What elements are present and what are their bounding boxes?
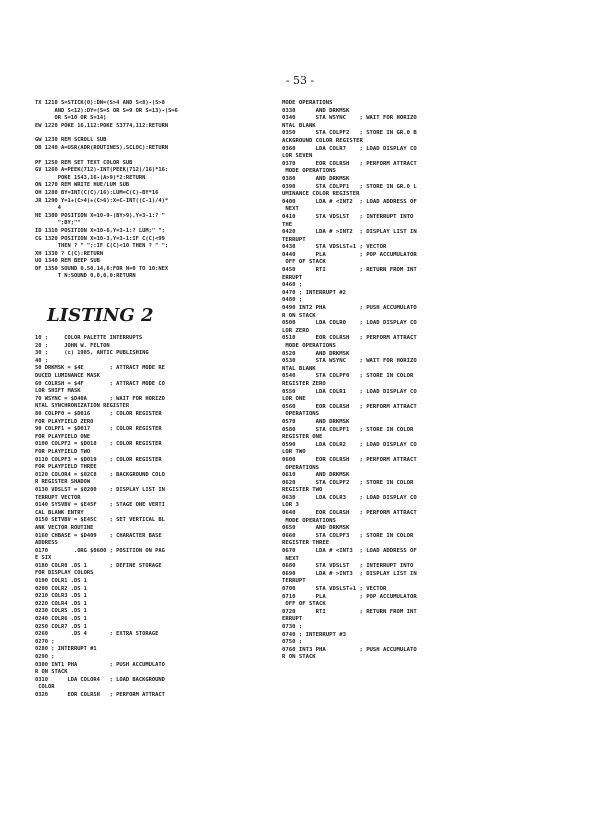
code-line: HE 1300 POSITION X=10-9-(BY>9),Y=3-1:? " bbox=[35, 212, 165, 219]
code-line: OR S=10 OR S=14) bbox=[35, 115, 107, 122]
code-line: 0440 PLA ; POP ACCUMULATOR bbox=[282, 251, 417, 258]
code-line: 0680 STA VDSLST ; INTERRUPT INTO bbox=[282, 563, 414, 570]
code-line: 0620 STA COLPF2 ; STORE IN COLOR bbox=[282, 479, 414, 486]
code-line: JR 1290 Y=1+(C>4)+(C>6):X=C-INT((C-1)/4)* bbox=[35, 197, 169, 204]
code-line: DUCED LUMINANCE MASK bbox=[35, 373, 100, 380]
page-number: - 53 - bbox=[285, 74, 315, 87]
code-line: GV 1260 A=PEEK(712)-INT(PEEK(712)/16)*16: bbox=[35, 167, 169, 174]
listing-heading: LISTING 2 bbox=[47, 305, 154, 327]
code-line: NTAL SYNCHRONIZATION REGISTER bbox=[35, 403, 130, 410]
code-line: 0600 EOR COLRSH ; PERFORM ATTRACT bbox=[282, 456, 417, 463]
right-column bbox=[282, 100, 582, 662]
code-line: R REGISTER SHADOW bbox=[35, 479, 91, 486]
code-line: 0470 ; INTERRUPT #2 bbox=[282, 289, 346, 296]
code-line: 0250 COLR7 .DS 1 bbox=[35, 623, 87, 630]
code-line: 10 ; COLOR PALETTE INTERRUPTS bbox=[35, 335, 143, 342]
code-line: 90 COLPF1 = $D017 ; COLOR REGISTER bbox=[35, 426, 162, 433]
code-line: OFF OF STACK bbox=[282, 601, 326, 608]
code-line: 50 DRKMSK = $4E ; ATTRACT MODE RE bbox=[35, 365, 165, 372]
code-line: 0530 STA WSYNC ; WAIT FOR HORIZO bbox=[282, 358, 417, 365]
code-line: 0730 ; bbox=[282, 623, 303, 630]
code-line: 0540 STA COLPF0 ; STORE IN COLOR bbox=[282, 373, 414, 380]
code-line: R ON STACK bbox=[35, 669, 68, 676]
code-line: 0220 COLR4 .DS 1 bbox=[35, 600, 87, 607]
code-line: 0480 ; bbox=[282, 297, 303, 304]
code-line: 40 ; bbox=[35, 357, 48, 364]
code-line: MODE OPERATIONS bbox=[282, 168, 336, 175]
code-line: 0360 LDA COLR7 ; LOAD DISPLAY CO bbox=[282, 145, 417, 152]
code-line: POKE 1543,16-(A>9)*2:RETURN bbox=[35, 174, 146, 181]
code-line: LOR SHIFT MASK bbox=[35, 388, 81, 395]
code-line: 0160 CHBASE = $D409 ; CHARACTER BASE bbox=[35, 532, 162, 539]
code-line: OPERATIONS bbox=[282, 464, 320, 471]
code-line: ERRUPT bbox=[282, 616, 303, 623]
code-line: LOR TWO bbox=[282, 449, 306, 456]
code-line: 0420 LDA # >INT2 ; DISPLAY LIST IN bbox=[282, 229, 417, 236]
code-line: 0200 COLR2 .DS 1 bbox=[35, 585, 87, 592]
code-line: 0720 RTI ; RETURN FROM INT bbox=[282, 608, 417, 615]
listing-code bbox=[35, 335, 275, 700]
code-line: UO 1340 REM BEEP SUB bbox=[35, 258, 100, 265]
code-line: 0170 .ORG $0600 ; POSITION ON PAG bbox=[35, 547, 165, 554]
code-line: OH 1280 BY=INT(C(C)/16):LUM=C(C)-BY*16 bbox=[35, 189, 159, 196]
code-line: MODE OPERATIONS bbox=[282, 343, 336, 349]
code-line: 80 COLPF0 = $D016 ; COLOR REGISTER bbox=[35, 411, 162, 417]
code-line: 0580 STA COLPF1 ; STORE IN COLOR bbox=[282, 426, 414, 433]
code-line: REGISTER ONE bbox=[282, 434, 323, 441]
code-line: 0390 STA COLPF1 ; STORE IN GR.0 L bbox=[282, 183, 417, 190]
code-line: ERRUPT bbox=[282, 274, 303, 281]
code-line: 0130 VDSLST = $0200 ; DISPLAY LIST IN bbox=[35, 486, 165, 493]
code-line: E SIX bbox=[35, 555, 52, 562]
code-line: 30 ; (c) 1985, ANTIC PUBLISHING bbox=[35, 350, 149, 357]
code-line: FOR PLAYFIELD THREE bbox=[35, 464, 97, 471]
code-line: 0660 STA COLPF3 ; STORE IN COLOR bbox=[282, 532, 414, 539]
code-line: 4 bbox=[35, 205, 61, 212]
code-line: 0510 EOR COLRSH ; PERFORM ATTRACT bbox=[282, 335, 417, 342]
code-line: ANK VECTOR ROUTINE bbox=[35, 524, 94, 531]
code-line: MODE OPERATIONS bbox=[282, 517, 336, 524]
code-line: THEN ? " ";:IF C(C)<10 THEN ? " "; bbox=[35, 243, 169, 250]
code-line: 0450 RTI ; RETURN FROM INT bbox=[282, 267, 417, 274]
code-line: 20 ; JOHN W. FELTON bbox=[35, 342, 110, 349]
code-line: 0710 PLA ; POP ACCUMULATOR bbox=[282, 593, 417, 600]
code-line: NEXT bbox=[282, 206, 299, 213]
code-line: 0140 SYSVBV = $E45F ; STAGE ONE VERTI bbox=[35, 502, 165, 509]
code-line: 0740 ; INTERRUPT #3 bbox=[282, 631, 346, 638]
code-line: 0750 ; bbox=[282, 639, 303, 646]
code-block-bottom bbox=[35, 160, 275, 282]
code-line: 0590 LDA COLR2 ; LOAD DISPLAY CO bbox=[282, 441, 417, 448]
code-line: 0760 INT3 PHA ; PUSH ACCUMULATO bbox=[282, 646, 417, 653]
code-line: 0560 EOR COLRSH ; PERFORM ATTRACT bbox=[282, 403, 417, 410]
code-line: NTAL BLANK bbox=[282, 365, 316, 372]
code-line: 70 WSYNC = $D40A ; WAIT FOR HORIZO bbox=[35, 395, 165, 402]
code-line: REGISTER TWO bbox=[282, 487, 323, 494]
code-line: 0240 COLR6 .DS 1 bbox=[35, 616, 87, 623]
code-line: PF 1250 REM SET TEXT COLOR SUB bbox=[35, 159, 133, 166]
left-column bbox=[35, 100, 275, 700]
code-line: 0120 COLOR4 = $02C8 ; BACKGROUND COLO bbox=[35, 471, 165, 478]
code-line: 0110 COLPF3 = $D019 ; COLOR REGISTER bbox=[35, 456, 162, 463]
code-line: UMINANCE COLOR REGISTER bbox=[282, 191, 360, 198]
code-line: 0520 AND DRKMSK bbox=[282, 350, 350, 357]
code-line: OPERATIONS bbox=[282, 411, 320, 418]
code-line: GW 1230 REM SCROLL SUB bbox=[35, 137, 107, 144]
code-line: 0150 SETVBV = $E45C ; SET VERTICAL BL bbox=[35, 517, 165, 524]
code-line: 0400 LDA # <INT2 ; LOAD ADDRESS OF bbox=[282, 198, 417, 205]
code-line: LOR 3 bbox=[282, 502, 299, 509]
code-line: 0460 ; bbox=[282, 282, 303, 289]
code-line: 0670 LDA # <INT3 ; LOAD ADDRESS OF bbox=[282, 548, 417, 555]
code-line: 0410 STA VDSLST ; INTERRUPT INTO bbox=[282, 213, 414, 220]
code-line: 0370 EOR COLRSH ; PERFORM ATTRACT bbox=[282, 160, 417, 167]
code-line: 0260 .DS 4 ; EXTRA STORAGE bbox=[35, 631, 159, 638]
code-line: 0300 INT1 PHA ; PUSH ACCUMULATO bbox=[35, 661, 165, 668]
code-line: 0550 LDA COLR1 ; LOAD DISPLAY CO bbox=[282, 388, 417, 395]
code-line: 0320 EOR COLRSH ; PERFORM ATTRACT bbox=[35, 691, 165, 698]
code-line: TERRUPT bbox=[282, 236, 306, 243]
spacer bbox=[35, 153, 275, 160]
code-line: 60 COLRSH = $4F ; ATTRACT MODE CO bbox=[35, 380, 165, 387]
code-line: 0290 ; bbox=[35, 654, 55, 660]
code-line: 0180 COLR0 .DS 1 ; DEFINE STORAGE bbox=[35, 562, 162, 569]
code-line: CAL BLANK ENTRY bbox=[35, 509, 84, 516]
code-line: 0350 STA COLPF2 ; STORE IN GR.0 B bbox=[282, 130, 417, 137]
code-line: R ON STACK bbox=[282, 654, 316, 661]
code-line: TX 1210 S=STICK(0):DN=(S>4 AND S<8)-(S>8 bbox=[35, 100, 165, 106]
code-line: OFF OF STACK bbox=[282, 259, 326, 266]
spacer bbox=[35, 130, 275, 137]
code-line: ACKGROUND COLOR REGISTER bbox=[282, 137, 363, 144]
code-line: 0270 ; bbox=[35, 638, 55, 645]
code-line: THE bbox=[282, 221, 293, 228]
code-line: LOR ZERO bbox=[282, 327, 309, 334]
code-line: FOR PLAYFIELD TWO bbox=[35, 448, 91, 455]
code-block-middle bbox=[35, 137, 275, 152]
code-block-top bbox=[35, 100, 275, 130]
code-line: DF 1350 SOUND 0,50,14,6:FOR N=0 TO 10:NEX bbox=[35, 265, 169, 272]
code-line: 0380 AND DRKMSK bbox=[282, 175, 350, 182]
code-line: 0210 COLR3 .DS 1 bbox=[35, 593, 87, 600]
code-line: 0310 LDA COLOR4 ; LOAD BACKGROUND bbox=[35, 676, 165, 683]
code-line: LOR SEVEN bbox=[282, 153, 313, 160]
code-line: R ON STACK bbox=[282, 312, 316, 319]
code-line: 0640 EOR COLRSH ; PERFORM ATTRACT bbox=[282, 510, 417, 517]
code-line: 0570 AND DRKMSK bbox=[282, 418, 350, 425]
code-line: MODE OPERATIONS bbox=[282, 100, 333, 106]
code-line: 0500 LDA COLR0 ; LOAD DISPLAY CO bbox=[282, 320, 417, 327]
code-line: ID 1310 POSITION X=10-6,Y=3-1:? LUM;" "; bbox=[35, 227, 165, 234]
code-line: 0610 AND DRKMSK bbox=[282, 472, 350, 479]
code-line: 0340 STA WSYNC ; WAIT FOR HORIZO bbox=[282, 115, 417, 122]
code-line: TERRUPT VECTOR bbox=[35, 494, 81, 501]
code-line: 0190 COLR1 .DS 1 bbox=[35, 578, 87, 585]
code-line: 0100 COLPF2 = $D018 ; COLOR REGISTER bbox=[35, 441, 162, 448]
code-line: NTAL BLANK bbox=[282, 122, 316, 129]
code-line: EW 1220 POKE 16,112:POKE 53774,112:RETURN bbox=[35, 122, 169, 129]
code-line: 0230 COLR5 .DS 1 bbox=[35, 608, 87, 615]
code-line: T N:SOUND 0,0,0,0:RETURN bbox=[35, 273, 136, 280]
code-line: CG 1320 POSITION X=10-3,Y=3-1:IF C(C)<99 bbox=[35, 235, 165, 242]
code-line: ";BY;"" bbox=[35, 220, 81, 227]
code-line: 0630 LDA COLR3 ; LOAD DISPLAY CO bbox=[282, 494, 417, 501]
code-line: LOR ONE bbox=[282, 396, 306, 403]
code-line: 0280 ; INTERRUPT #1 bbox=[35, 646, 97, 653]
code-line: TERRUPT bbox=[282, 578, 306, 585]
code-line: REGISTER THREE bbox=[282, 540, 330, 547]
code-line: 0430 STA VDSLST+1 ; VECTOR bbox=[282, 244, 387, 251]
code-line: REGISTER ZERO bbox=[282, 380, 326, 387]
code-line: FOR PLAYFIELD ONE bbox=[35, 433, 91, 440]
code-line: 0490 INT2 PHA ; PUSH ACCUMULATO bbox=[282, 305, 417, 312]
code-line: DB 1240 A=USR(ADR(ROUTINES),SCLOC):RETURN bbox=[35, 144, 169, 151]
code-line: ON 1270 REM WRITE HUE/LUM SUB bbox=[35, 182, 130, 189]
code-line: FOR DISPLAY COLORS bbox=[35, 570, 94, 577]
code-line: 0650 AND DRKMSK bbox=[282, 525, 350, 532]
code-line: 0700 STA VDSLST+1 ; VECTOR bbox=[282, 586, 387, 592]
code-line: AND S<12):DY=(S=5 OR S=9 OR S=13)-(S=6 bbox=[35, 107, 178, 114]
code-line: COLOR bbox=[35, 684, 55, 691]
code-line: 0330 AND DRKMSK bbox=[282, 107, 350, 114]
code-line: ADDRESS bbox=[35, 540, 58, 547]
listing-code-continued bbox=[282, 100, 582, 662]
code-line: 0690 LDA # >INT3 ; DISPLAY LIST IN bbox=[282, 570, 417, 577]
code-line: XH 1330 ? C(C):RETURN bbox=[35, 250, 104, 257]
code-line: FOR PLAYFIELD ZERO bbox=[35, 418, 94, 425]
code-line: NEXT bbox=[282, 555, 299, 562]
